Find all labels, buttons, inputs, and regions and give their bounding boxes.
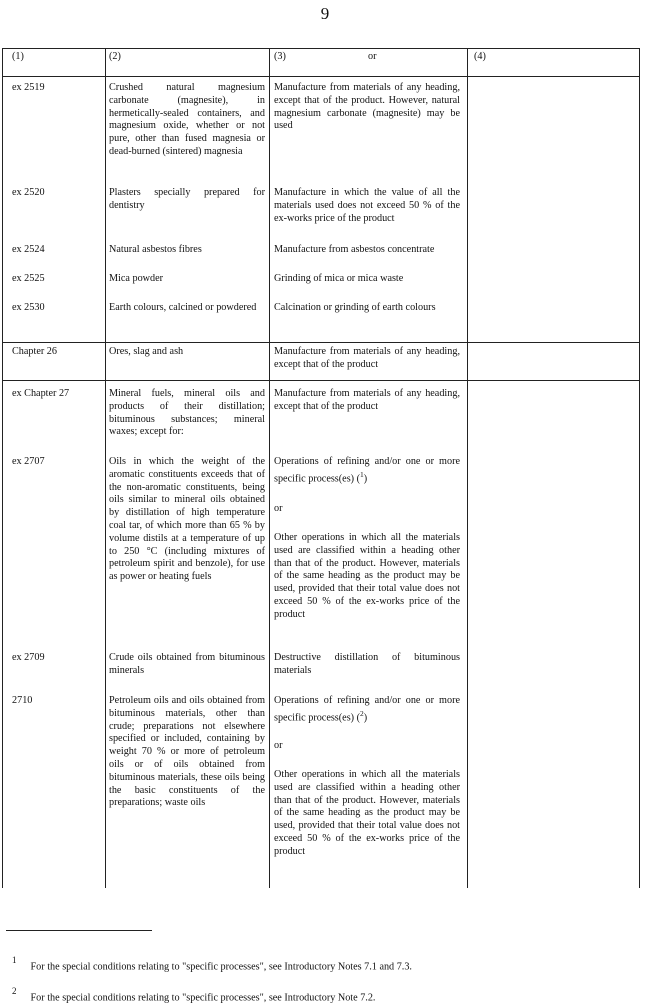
row-rule-or: or: [274, 503, 283, 514]
row-rule: Manufacture in which the value of all the materials used does not exceed 50 % of the ex-works price of the product: [274, 187, 460, 224]
row-description: Crushed natural magnesium carbonate (magnesite), in hermetically-sealed containers, and magnesium oxide, whether or not pure, other than fused magnesia or dead-burned (sintered) magnesia: [109, 82, 265, 157]
row-rule: Grinding of mica or mica waste: [274, 273, 404, 284]
row-description: Mica powder: [109, 273, 164, 284]
row-description: Petroleum oils and oils obtained from bituminous materials, other than crude; preparations not elsewhere specified or included, containing by weight 70 % or more of petroleum oils or of oils obtained from bituminous materials, these oils being the basic constituents of the preparations; waste oils: [109, 695, 265, 809]
header-col1: (1): [12, 51, 24, 62]
row-divider: [2, 342, 639, 343]
row-code: ex 2709: [12, 652, 45, 663]
row-description: Crude oils obtained from bituminous minerals: [109, 652, 265, 676]
row-rule: Manufacture from materials of any heading, except that of the product: [274, 388, 460, 412]
row-code: ex 2707: [12, 456, 45, 467]
column-divider-1: [105, 48, 106, 888]
header-col4: (4): [474, 51, 486, 62]
header-divider: [2, 76, 639, 77]
row-rule-other: Other operations in which all the materials used are classified within a heading other than that of the product. However, materials of the same heading as the product may be used, provided that their total value does not exceed 50 % of the ex-works price of the product: [274, 532, 460, 620]
header-col2: (2): [109, 51, 121, 62]
column-divider-3: [467, 48, 468, 888]
row-description: Natural asbestos fibres: [109, 244, 202, 255]
row-code: ex 2530: [12, 302, 45, 313]
footnote: $^1$For the special conditions relating to "specific processes", see Introductory Notes 7.1 and 7.3.: [12, 955, 412, 973]
row-code: ex Chapter 27: [12, 388, 70, 399]
row-rule: Manufacture from materials of any heading, except that of the product. However, natural magnesium carbonate (magnesite) may be used: [274, 82, 460, 132]
row-description: Plasters specially prepared for dentistry: [109, 187, 265, 211]
table-top-border: [2, 48, 639, 49]
row-rule: Manufacture from asbestos concentrate: [274, 244, 435, 255]
column-divider-2: [269, 48, 270, 888]
header-col3-or: or: [368, 51, 377, 62]
header-col3: (3): [274, 51, 286, 62]
page-number: 9: [320, 4, 330, 23]
row-description: Ores, slag and ash: [109, 346, 184, 357]
table-border-left: [2, 48, 3, 888]
row-rule: Manufacture from materials of any heading, except that of the product: [274, 346, 460, 370]
row-rule-other: Other operations in which all the materials used are classified within a heading other than that of the product. However, materials of the same heading as the product may be used, provided that their total value does not exceed 50 % of the ex-works price of the product: [274, 769, 460, 857]
row-code: ex 2524: [12, 244, 45, 255]
row-code: ex 2519: [12, 82, 45, 93]
row-divider: [2, 380, 639, 381]
row-description: Mineral fuels, mineral oils and products of their distillation; bituminous substances; mineral waxes; except for:: [109, 388, 265, 438]
row-rule: Calcination or grinding of earth colours: [274, 302, 436, 313]
row-rule-or: or: [274, 740, 283, 751]
footnote-separator: [6, 930, 152, 931]
row-description: Earth colours, calcined or powdered: [109, 302, 257, 313]
row-code: 2710: [12, 695, 33, 706]
rules-table: [2, 48, 639, 888]
footnote: $^2$For the special conditions relating to "specific processes", see Introductory Note 7.2.: [12, 986, 376, 1004]
row-description: Oils in which the weight of the aromatic constituents exceeds that of the non-aromatic constituents, being oils similar to mineral oils obtained by distillation of high temperature coal tar, of which more than 65 % by volume distils at a temperature of up to 250 °C (including mixtures of petroleum spirit and benzole), for use as power or heating fuels: [109, 456, 265, 583]
row-code: ex 2525: [12, 273, 45, 284]
row-rule: Destructive distillation of bituminous materials: [274, 652, 460, 676]
row-rule-refining: Operations of refining and/or one or more specific process(es) ($^1$): [274, 456, 460, 485]
row-rule-refining: Operations of refining and/or one or more specific process(es) ($^2$): [274, 695, 460, 724]
row-code: Chapter 26: [12, 346, 57, 357]
table-border-right: [639, 48, 640, 888]
row-code: ex 2520: [12, 187, 45, 198]
